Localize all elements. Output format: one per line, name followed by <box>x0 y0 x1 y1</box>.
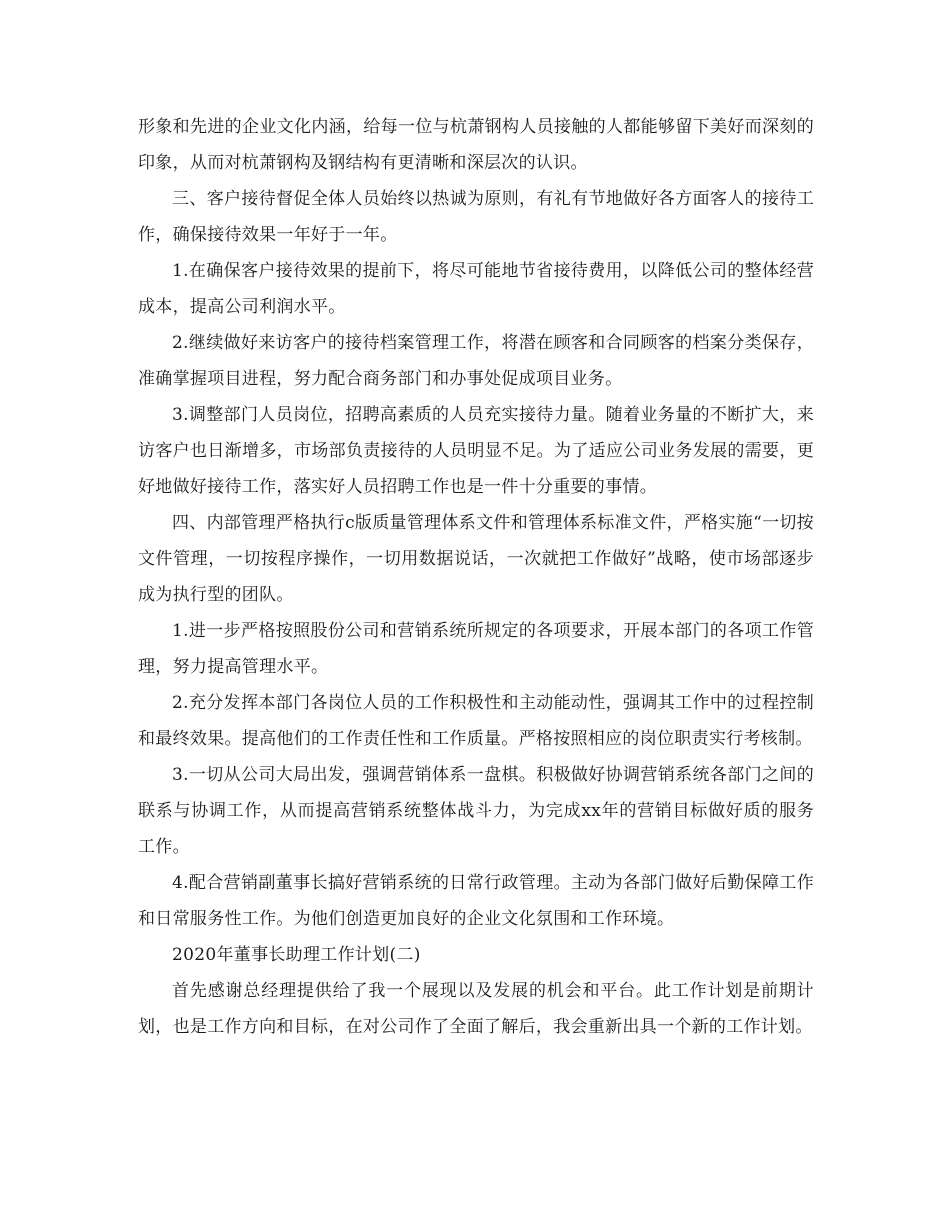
paragraph-section-four: 四、内部管理严格执行c版质量管理体系文件和管理体系标准文件，严格实施“一切按文件管理，一切按程序操作，一切用数据说话，一次就把工作做好”战略，使市场部逐步成为执行型的团队。 <box>138 513 814 605</box>
paragraph-section-three: 三、客户接待督促全体人员始终以热诚为原则，有礼有节地做好各方面客人的接待工作，确保接待效果一年好于一年。 <box>138 189 814 245</box>
section-heading: 2020年董事长助理工作计划(二) <box>172 945 421 965</box>
paragraph-item-1: 1.进一步严格按照股份公司和营销系统所规定的各项要求，开展本部门的各项工作管理，努力提高管理水平。 <box>138 621 814 677</box>
paragraph-continued: 形象和先进的企业文化内涵，给每一位与杭萧钢构人员接触的人都能够留下美好而深刻的印象，从而对杭萧钢构及钢结构有更清晰和深层次的认识。 <box>138 117 814 173</box>
paragraph-item-1: 1.在确保客户接待效果的提前下，将尽可能地节省接待费用，以降低公司的整体经营成本，提高公司利润水平。 <box>138 261 814 317</box>
paragraph-item-2: 2.充分发挥本部门各岗位人员的工作积极性和主动能动性，强调其工作中的过程控制和最终效果。提高他们的工作责任性和工作质量。严格按照相应的岗位职责实行考核制。 <box>138 693 814 749</box>
paragraph-item-3: 3.调整部门人员岗位，招聘高素质的人员充实接待力量。随着业务量的不断扩大，来访客户也日渐增多，市场部负责接待的人员明显不足。为了适应公司业务发展的需要，更好地做好接待工作，落实好人员招聘工作也是一件十分重要的事情。 <box>138 405 814 497</box>
paragraph-item-3: 3.一切从公司大局出发，强调营销体系一盘棋。积极做好协调营销系统各部门之间的联系与协调工作，从而提高营销系统整体战斗力，为完成xx年的营销目标做好质的服务工作。 <box>138 765 814 857</box>
paragraph-item-4: 4.配合营销副董事长搞好营销系统的日常行政管理。主动为各部门做好后勤保障工作和日常服务性工作。为他们创造更加良好的企业文化氛围和工作环境。 <box>138 873 814 929</box>
paragraph-intro: 首先感谢总经理提供给了我一个展现以及发展的机会和平台。此工作计划是前期计划，也是工作方向和目标，在对公司作了全面了解后，我会重新出具一个新的工作计划。 <box>138 981 814 1037</box>
document-body <box>138 109 814 1045</box>
paragraph-item-2: 2.继续做好来访客户的接待档案管理工作，将潜在顾客和合同顾客的档案分类保存，准确掌握项目进程，努力配合商务部门和办事处促成项目业务。 <box>138 333 814 389</box>
